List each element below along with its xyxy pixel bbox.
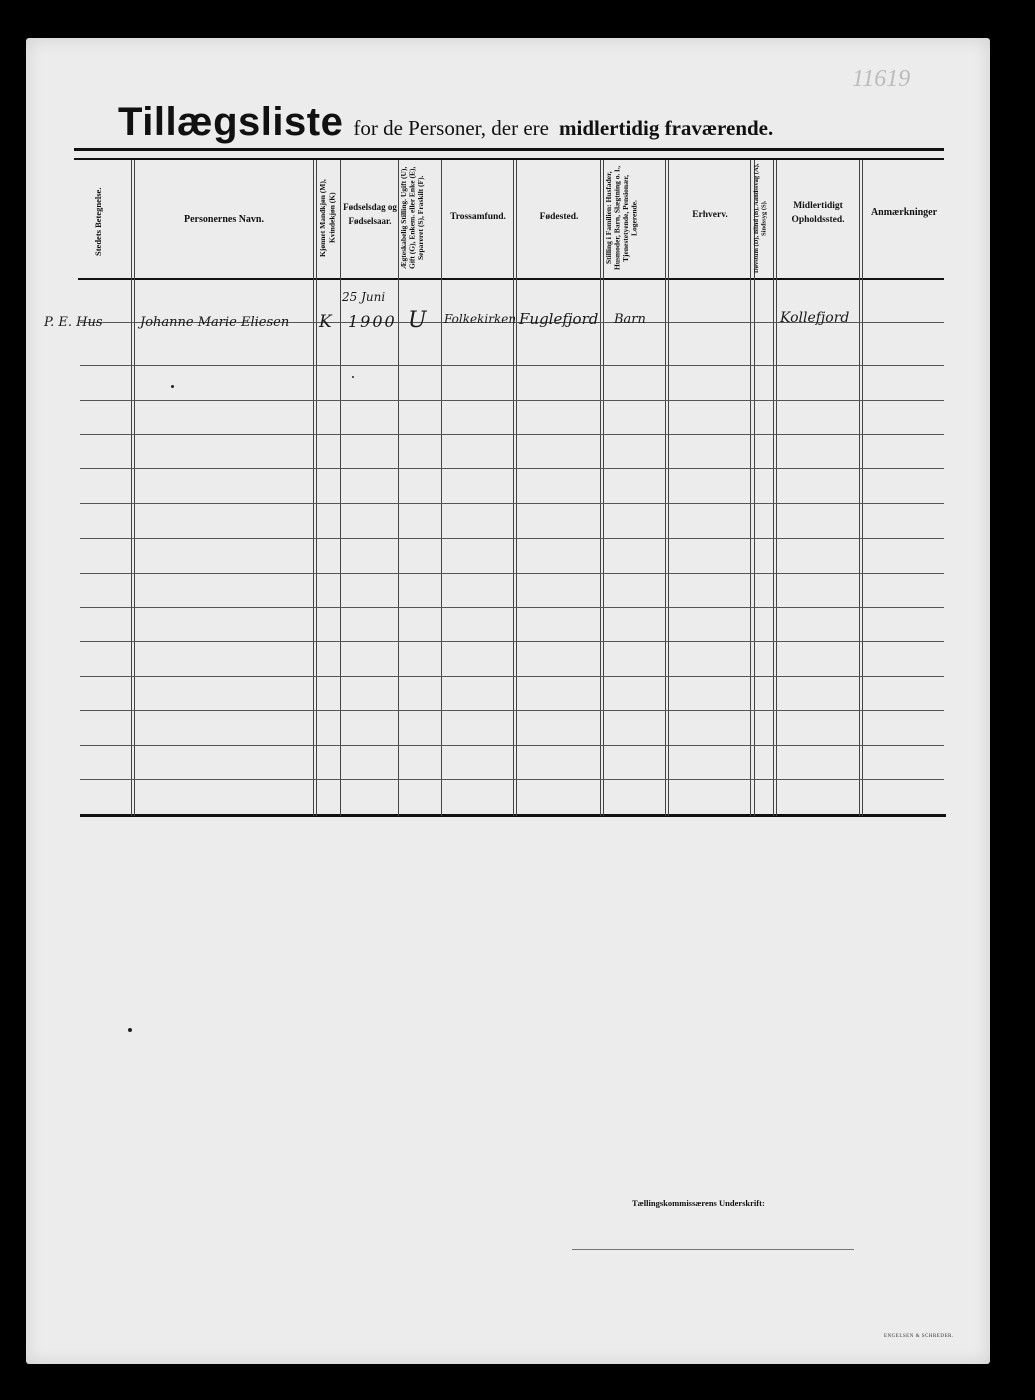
table-top-rule <box>74 148 944 151</box>
col-divider <box>340 160 341 816</box>
col-divider <box>776 160 777 816</box>
row-line <box>80 400 944 401</box>
row-line <box>80 779 944 780</box>
header-anm: Anmærkninger <box>870 207 938 218</box>
col-divider <box>862 160 863 816</box>
header-aegteskab: Ægteskabelig Stilling. Ugift (U), Gift (G), Enkem. eller Enke (E), Separeret (S), Fraskilt (F). <box>399 166 425 270</box>
header-stedets: Stedets Betegnelse. <box>93 187 103 257</box>
signature-line <box>572 1249 854 1250</box>
header-stilling: Stilling i Familien: Husfader, Husmoder, Barn, Slægtning o. l., Tjenestetyende, Pensionær, Logerende. <box>604 165 639 271</box>
row-line <box>80 641 944 642</box>
header-erhverv: Erhverv. <box>692 210 728 220</box>
cell-fodested: Fuglefjord <box>519 310 599 328</box>
col-divider <box>131 160 132 816</box>
row-line <box>80 710 944 711</box>
col-divider <box>750 160 751 816</box>
cell-fodselsdag: 25 Juni <box>342 290 386 304</box>
ink-dot <box>171 385 174 388</box>
col-divider <box>441 160 442 816</box>
title-part1: for de Personer, der ere <box>353 116 549 140</box>
printer-mark: ENGELSEN & SCHREDER. <box>884 1334 954 1339</box>
header-midl: Midlertidigt Opholdssted. <box>791 201 845 225</box>
col-divider <box>859 160 860 816</box>
header-fodested: Fødested. <box>539 212 579 222</box>
col-divider <box>600 160 601 816</box>
col-divider <box>665 160 666 816</box>
header-top-rule <box>74 158 944 160</box>
col-divider <box>313 160 314 816</box>
cell-aegteskab: U <box>408 308 427 333</box>
census-sheet <box>26 38 990 1364</box>
cell-midl: Kollefjord <box>780 310 850 326</box>
ink-dot <box>128 1028 132 1032</box>
header-dov: Døvstum (D), Blind (B), Aandssvag (A), Sindssyg (S). <box>753 163 768 273</box>
cell-stilling: Barn <box>614 312 646 327</box>
cell-fodselsaar: 1900 <box>348 312 397 331</box>
row-line <box>80 538 944 539</box>
row-line <box>80 434 944 435</box>
title-part2: midlertidig fraværende. <box>559 116 774 140</box>
col-divider <box>516 160 517 816</box>
col-divider <box>134 160 135 816</box>
row-line <box>80 503 944 504</box>
ink-dot <box>352 376 354 378</box>
header-bottom-rule <box>78 278 944 280</box>
row-line <box>80 676 944 677</box>
archive-stamp: 11619 <box>852 66 911 92</box>
page-title <box>118 100 773 145</box>
cell-kjonnet: K <box>319 312 332 332</box>
cell-tro: Folkekirken <box>444 312 517 326</box>
title-main: Tillægsliste <box>118 100 344 144</box>
row-line <box>80 573 944 574</box>
col-divider <box>316 160 317 816</box>
header-tro: Trossamfund. <box>450 212 506 222</box>
row-line <box>80 745 944 746</box>
cell-stedets: P. E. Hus <box>44 315 103 330</box>
col-divider <box>668 160 669 816</box>
header-kjonnet: Kjønnet Mandkjøn (M), Kvindekjøn (K) <box>318 179 337 257</box>
cell-navn: Johanne Marie Eliesen <box>140 315 290 330</box>
row-line <box>80 365 944 366</box>
header-fodselsdag: Fødselsdag og Fødselsaar. <box>343 202 397 226</box>
row-line <box>80 607 944 608</box>
row-line <box>80 468 944 469</box>
col-divider <box>513 160 514 816</box>
header-navn: Personernes Navn. <box>184 214 264 225</box>
signature-label: Tællingskommissærens Underskrift: <box>632 1198 765 1208</box>
